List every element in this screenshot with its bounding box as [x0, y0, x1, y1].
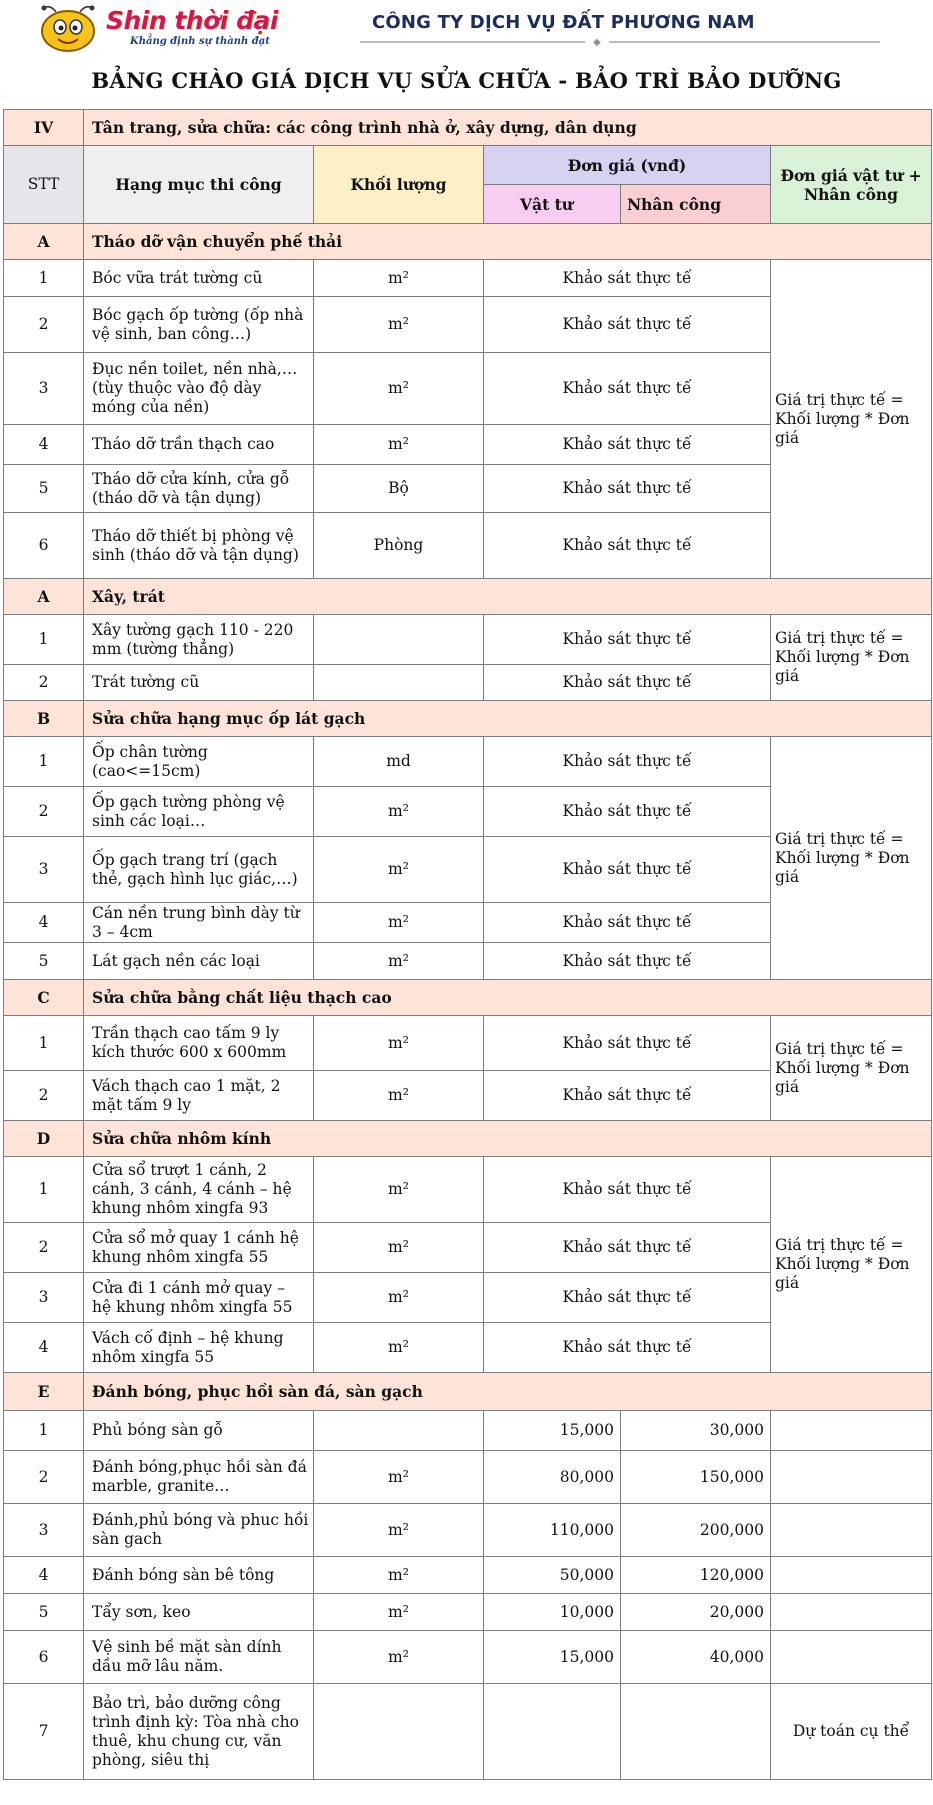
section-code: A: [4, 579, 84, 615]
row-item: Bảo trì, bảo dưỡng công trình định kỳ: Tòa nhà cho thuê, khu chung cư, văn phòng, siêu thị: [84, 1684, 314, 1780]
row-number: 2: [4, 665, 84, 701]
row-number: 1: [4, 1411, 84, 1451]
section-code: C: [4, 980, 84, 1016]
row-total: [771, 1411, 932, 1451]
row-item: Bóc vữa trát tường cũ: [84, 260, 314, 297]
section-row: [4, 579, 932, 615]
column-header-quantity: Khối lượng: [314, 146, 484, 224]
section-row: [4, 980, 932, 1016]
row-quantity-unit: m²: [314, 903, 484, 943]
column-header-unit-price: Đơn giá (vnđ): [484, 146, 771, 185]
row-number: 4: [4, 1557, 84, 1594]
section-title: Sửa chữa nhôm kính: [84, 1121, 932, 1157]
row-number: 3: [4, 1273, 84, 1323]
row-unit-price: Khảo sát thực tế: [484, 903, 771, 943]
row-quantity-unit: m²: [314, 1504, 484, 1557]
row-total: [771, 1631, 932, 1684]
row-number: 3: [4, 1504, 84, 1557]
row-quantity-unit: m²: [314, 1451, 484, 1504]
row-quantity-unit: [314, 1411, 484, 1451]
row-number: 5: [4, 943, 84, 980]
row-item: Đục nền toilet, nền nhà,… (tùy thuộc vào độ dày móng của nền): [84, 353, 314, 425]
row-item: Bóc gạch ốp tường (ốp nhà vệ sinh, ban công…): [84, 297, 314, 353]
section-title: Sửa chữa bằng chất liệu thạch cao: [84, 980, 932, 1016]
row-labor-price: 150,000: [621, 1451, 771, 1504]
section-title: Xây, trát: [84, 579, 932, 615]
section-title: Tân trang, sửa chữa: các công trình nhà ở, xây dựng, dân dụng: [84, 110, 932, 146]
row-number: 2: [4, 1071, 84, 1121]
row-total: [771, 1557, 932, 1594]
section-row: [4, 224, 932, 260]
row-quantity-unit: [314, 615, 484, 665]
section-code: B: [4, 701, 84, 737]
row-item: Cán nền trung bình dày từ 3 – 4cm: [84, 903, 314, 943]
row-material-price: [484, 1684, 621, 1780]
row-number: 5: [4, 1594, 84, 1631]
row-item: Đánh,phủ bóng và phuc hồi sàn gach: [84, 1504, 314, 1557]
row-number: 5: [4, 465, 84, 513]
price-table-body: [4, 110, 932, 1780]
row-unit-price: Khảo sát thực tế: [484, 1157, 771, 1223]
row-quantity-unit: m²: [314, 943, 484, 980]
row-item: Ốp gạch tường phòng vệ sinh các loại…: [84, 787, 314, 837]
row-quantity-unit: m²: [314, 1071, 484, 1121]
group-total-note: Giá trị thực tế = Khối lượng * Đơn giá: [771, 1016, 932, 1121]
row-quantity-unit: m²: [314, 425, 484, 465]
column-header-item: Hạng mục thi công: [84, 146, 314, 224]
column-header-labor: Nhân công: [621, 185, 771, 224]
row-labor-price: [621, 1684, 771, 1780]
table-row: [4, 737, 932, 787]
section-row: [4, 1121, 932, 1157]
row-material-price: 10,000: [484, 1594, 621, 1631]
row-item: Tẩy sơn, keo: [84, 1594, 314, 1631]
row-quantity-unit: m²: [314, 1631, 484, 1684]
group-total-note: Giá trị thực tế = Khối lượng * Đơn giá: [771, 737, 932, 980]
row-item: Trát tường cũ: [84, 665, 314, 701]
row-number: 1: [4, 260, 84, 297]
section-code: IV: [4, 110, 84, 146]
row-number: 1: [4, 1016, 84, 1071]
row-item: Lát gạch nền các loại: [84, 943, 314, 980]
row-quantity-unit: m²: [314, 1016, 484, 1071]
row-total: [771, 1451, 932, 1504]
group-total-note: Giá trị thực tế = Khối lượng * Đơn giá: [771, 1157, 932, 1373]
table-header-row: [4, 146, 932, 185]
logo-tagline: Khẳng định sự thành đạt: [130, 36, 270, 47]
section-code: D: [4, 1121, 84, 1157]
table-row: [4, 1016, 932, 1071]
row-item: Ốp gạch trang trí (gạch thẻ, gạch hình lục giác,…): [84, 837, 314, 903]
table-row: [4, 1157, 932, 1223]
section-title: Đánh bóng, phục hồi sàn đá, sàn gạch: [84, 1373, 932, 1411]
row-unit-price: Khảo sát thực tế: [484, 425, 771, 465]
row-item: Ốp chân tường (cao<=15cm): [84, 737, 314, 787]
row-item: Xây tường gạch 110 - 220 mm (tường thẳng): [84, 615, 314, 665]
row-labor-price: 40,000: [621, 1631, 771, 1684]
row-unit-price: Khảo sát thực tế: [484, 1071, 771, 1121]
row-labor-price: 30,000: [621, 1411, 771, 1451]
row-material-price: 15,000: [484, 1631, 621, 1684]
column-header-materials: Vật tư: [484, 185, 621, 224]
row-unit-price: Khảo sát thực tế: [484, 615, 771, 665]
row-labor-price: 200,000: [621, 1504, 771, 1557]
row-quantity-unit: Phòng: [314, 513, 484, 579]
column-header-total: Đơn giá vật tư + Nhân công: [771, 146, 932, 224]
bee-mascot-icon: [38, 4, 108, 54]
table-row: [4, 615, 932, 665]
table-row: [4, 1594, 932, 1631]
row-item: Vách thạch cao 1 mặt, 2 mặt tấm 9 ly: [84, 1071, 314, 1121]
row-quantity-unit: m²: [314, 1594, 484, 1631]
section-code: E: [4, 1373, 84, 1411]
row-number: 6: [4, 1631, 84, 1684]
table-row: [4, 1557, 932, 1594]
row-item: Phủ bóng sàn gỗ: [84, 1411, 314, 1451]
page-title: BẢNG CHÀO GIÁ DỊCH VỤ SỬA CHỮA - BẢO TRÌ BẢO DƯỠNG: [91, 68, 842, 93]
row-material-price: 80,000: [484, 1451, 621, 1504]
row-unit-price: Khảo sát thực tế: [484, 1323, 771, 1373]
table-row: [4, 1451, 932, 1504]
row-unit-price: Khảo sát thực tế: [484, 787, 771, 837]
row-quantity-unit: m²: [314, 260, 484, 297]
row-number: 2: [4, 1223, 84, 1273]
row-labor-price: 120,000: [621, 1557, 771, 1594]
table-row: [4, 1684, 932, 1780]
row-unit-price: Khảo sát thực tế: [484, 1016, 771, 1071]
group-total-note: Giá trị thực tế = Khối lượng * Đơn giá: [771, 615, 932, 701]
row-item: Cửa đi 1 cánh mở quay – hệ khung nhôm xingfa 55: [84, 1273, 314, 1323]
row-unit-price: Khảo sát thực tế: [484, 353, 771, 425]
row-item: Tháo dỡ thiết bị phòng vệ sinh (tháo dỡ và tận dụng): [84, 513, 314, 579]
row-number: 3: [4, 837, 84, 903]
row-item: Đánh bóng sàn bê tông: [84, 1557, 314, 1594]
row-item: Đánh bóng,phục hồi sàn đá marble, granite…: [84, 1451, 314, 1504]
row-unit-price: Khảo sát thực tế: [484, 260, 771, 297]
row-labor-price: 20,000: [621, 1594, 771, 1631]
row-item: Trần thạch cao tấm 9 ly kích thước 600 x 600mm: [84, 1016, 314, 1071]
row-quantity-unit: [314, 1684, 484, 1780]
section-title: Sửa chữa hạng mục ốp lát gạch: [84, 701, 932, 737]
row-quantity-unit: m²: [314, 353, 484, 425]
company-name: CÔNG TY DỊCH VỤ ĐẤT PHƯƠNG NAM: [372, 12, 755, 33]
row-number: 3: [4, 353, 84, 425]
row-number: 4: [4, 903, 84, 943]
row-quantity-unit: Bộ: [314, 465, 484, 513]
table-row: [4, 260, 932, 297]
row-material-price: 15,000: [484, 1411, 621, 1451]
row-number: 6: [4, 513, 84, 579]
row-number: 7: [4, 1684, 84, 1780]
row-number: 2: [4, 787, 84, 837]
company-logo: [38, 4, 293, 54]
row-unit-price: Khảo sát thực tế: [484, 665, 771, 701]
row-quantity-unit: m²: [314, 1157, 484, 1223]
row-quantity-unit: m²: [314, 297, 484, 353]
section-row: [4, 701, 932, 737]
section-code: A: [4, 224, 84, 260]
group-total-note: Giá trị thực tế = Khối lượng * Đơn giá: [771, 260, 932, 579]
column-header-stt: STT: [4, 146, 84, 224]
price-table: [3, 109, 932, 1780]
row-quantity-unit: [314, 665, 484, 701]
row-item: Cửa sổ mở quay 1 cánh hệ khung nhôm xingfa 55: [84, 1223, 314, 1273]
row-unit-price: Khảo sát thực tế: [484, 1223, 771, 1273]
page-header: [0, 0, 933, 62]
table-row: [4, 1631, 932, 1684]
row-item: Tháo dỡ trần thạch cao: [84, 425, 314, 465]
row-unit-price: Khảo sát thực tế: [484, 1273, 771, 1323]
row-unit-price: Khảo sát thực tế: [484, 837, 771, 903]
header-divider: [360, 41, 880, 43]
row-quantity-unit: m²: [314, 1323, 484, 1373]
row-quantity-unit: m²: [314, 787, 484, 837]
row-quantity-unit: m²: [314, 837, 484, 903]
row-total: Dự toán cụ thể: [771, 1684, 932, 1780]
row-item: Vách cố định – hệ khung nhôm xingfa 55: [84, 1323, 314, 1373]
row-quantity-unit: m²: [314, 1557, 484, 1594]
row-material-price: 110,000: [484, 1504, 621, 1557]
row-number: 1: [4, 615, 84, 665]
table-row: [4, 1504, 932, 1557]
row-material-price: 50,000: [484, 1557, 621, 1594]
row-number: 4: [4, 1323, 84, 1373]
row-item: Tháo dỡ cửa kính, cửa gỗ (tháo dỡ và tận dụng): [84, 465, 314, 513]
row-number: 2: [4, 1451, 84, 1504]
row-number: 1: [4, 1157, 84, 1223]
row-unit-price: Khảo sát thực tế: [484, 297, 771, 353]
section-row: [4, 1373, 932, 1411]
row-unit-price: Khảo sát thực tế: [484, 513, 771, 579]
row-quantity-unit: m²: [314, 1223, 484, 1273]
row-number: 4: [4, 425, 84, 465]
row-unit-price: Khảo sát thực tế: [484, 465, 771, 513]
section-row: [4, 110, 932, 146]
divider-emblem-icon: ◆: [585, 36, 609, 50]
row-unit-price: Khảo sát thực tế: [484, 943, 771, 980]
row-number: 2: [4, 297, 84, 353]
table-row: [4, 1411, 932, 1451]
row-unit-price: Khảo sát thực tế: [484, 737, 771, 787]
section-title: Tháo dỡ vận chuyển phế thải: [84, 224, 932, 260]
row-quantity-unit: m²: [314, 1273, 484, 1323]
row-total: [771, 1504, 932, 1557]
row-number: 1: [4, 737, 84, 787]
row-quantity-unit: md: [314, 737, 484, 787]
row-item: Vệ sinh bề mặt sàn dính dầu mỡ lâu năm.: [84, 1631, 314, 1684]
logo-name: Shin thời đại: [106, 6, 278, 35]
row-total: [771, 1594, 932, 1631]
row-item: Cửa sổ trượt 1 cánh, 2 cánh, 3 cánh, 4 cánh – hệ khung nhôm xingfa 93: [84, 1157, 314, 1223]
